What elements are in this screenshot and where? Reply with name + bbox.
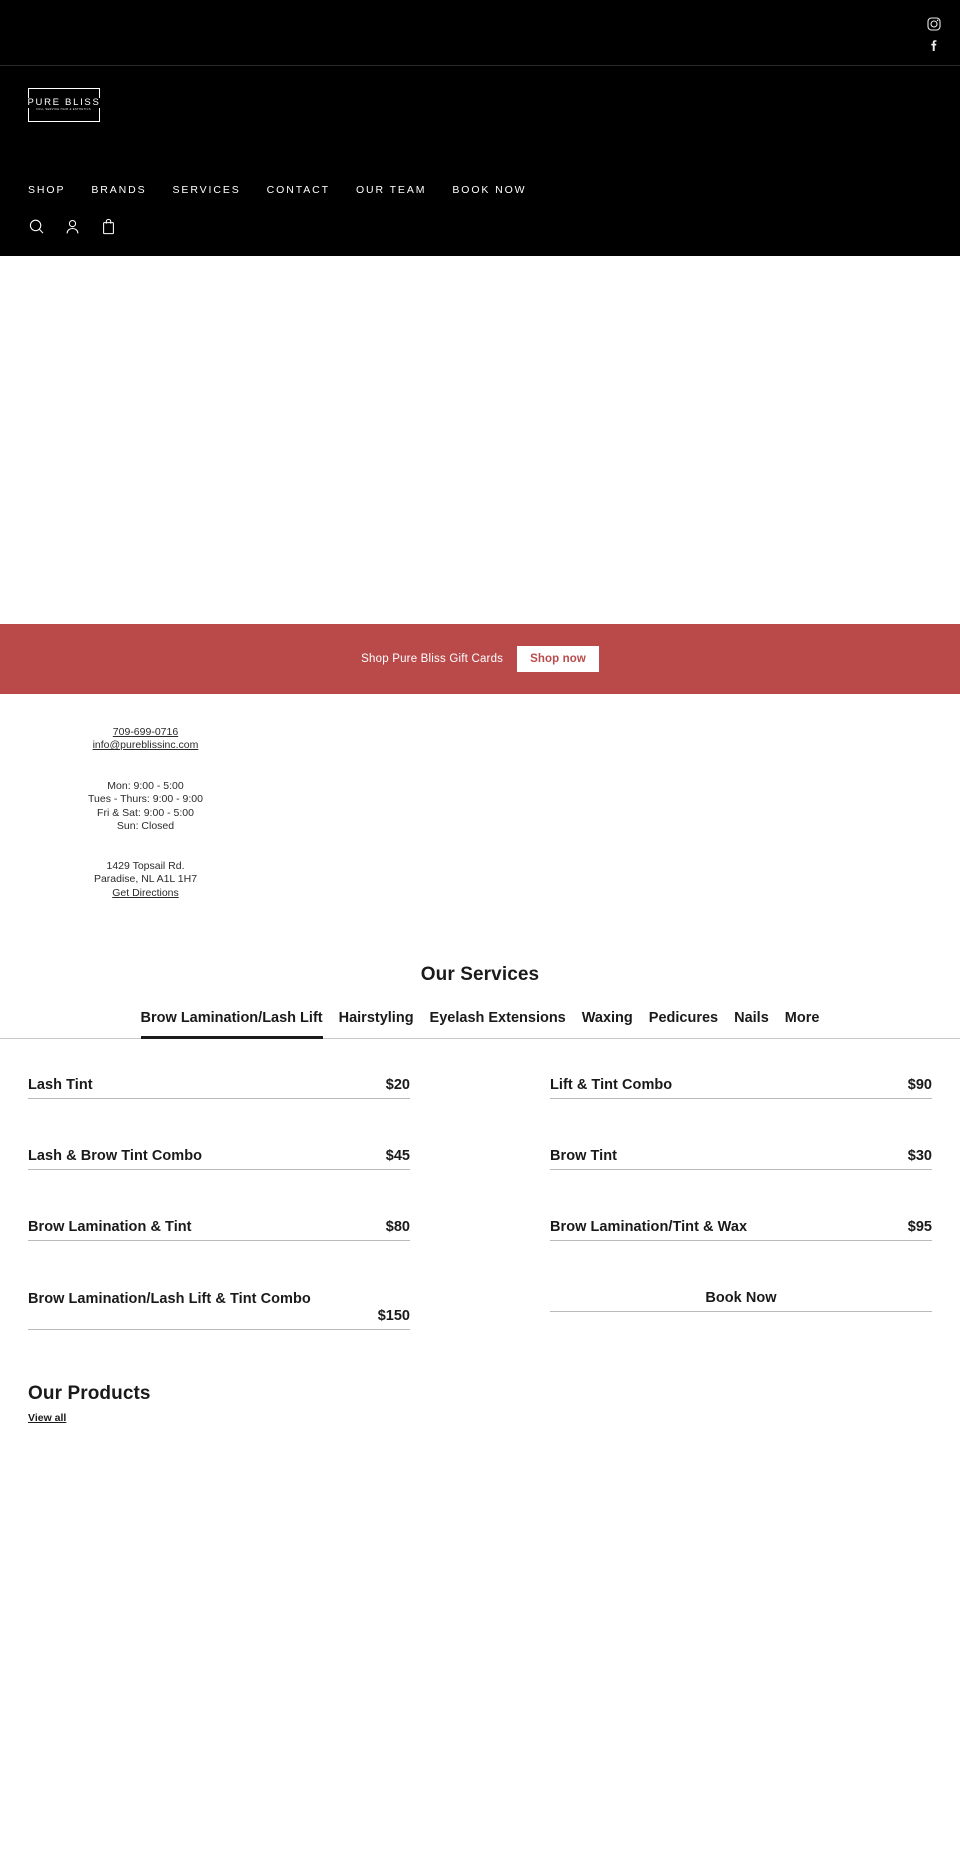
address-block <box>0 860 291 900</box>
products-grid <box>28 1426 932 1875</box>
table-row <box>28 1077 410 1099</box>
nav-item-book-now[interactable]: BOOK NOW <box>452 184 527 196</box>
table-row <box>28 1148 410 1170</box>
header-main <box>0 66 960 256</box>
tab-brow-lamination-lash-lift[interactable]: Brow Lamination/Lash Lift <box>141 1010 323 1039</box>
service-name: Brow Lamination/Tint & Wax <box>550 1218 748 1235</box>
services-column-left <box>28 1077 410 1379</box>
email-link[interactable]: info@pureblissinc.com <box>92 739 199 752</box>
logo-wordmark: PURE BLISS <box>25 98 104 108</box>
spacer <box>0 753 291 780</box>
service-name: Brow Lamination & Tint <box>28 1218 192 1235</box>
services-price-grid <box>0 1039 960 1379</box>
hours-fri-sat: Fri & Sat: 9:00 - 5:00 <box>97 806 194 819</box>
book-now-label[interactable]: Book Now <box>705 1289 777 1306</box>
service-price: $150 <box>377 1307 410 1324</box>
table-row <box>550 1219 932 1241</box>
service-name: Lash Tint <box>28 1076 93 1093</box>
tab-hairstyling[interactable]: Hairstyling <box>338 1009 414 1026</box>
header-utilities <box>28 200 932 256</box>
nav-item-brands[interactable]: BRANDS <box>91 184 147 196</box>
instagram-icon[interactable] <box>926 16 942 32</box>
nav-item-our-team[interactable]: OUR TEAM <box>355 184 427 196</box>
spacer <box>0 834 291 860</box>
service-price: $30 <box>907 1147 932 1164</box>
service-price: $45 <box>385 1147 410 1164</box>
main-navigation <box>28 132 932 200</box>
search-icon[interactable] <box>28 217 45 236</box>
account-icon[interactable] <box>64 217 81 236</box>
nav-item-contact[interactable]: CONTACT <box>266 184 330 196</box>
services-tabs <box>0 1010 960 1039</box>
hours-sunday: Sun: Closed <box>116 820 175 833</box>
service-name: Lash & Brow Tint Combo <box>28 1147 203 1164</box>
shop-now-button[interactable]: Shop now <box>517 646 599 672</box>
service-price: $20 <box>385 1076 410 1093</box>
address-line-2: Paradise, NL A1L 1H7 <box>93 873 198 886</box>
service-price: $80 <box>385 1218 410 1235</box>
site-header <box>0 0 960 256</box>
table-row <box>28 1219 410 1241</box>
social-links <box>926 16 942 53</box>
service-price: $90 <box>907 1076 932 1093</box>
address-line-1: 1429 Topsail Rd. <box>106 859 185 872</box>
gift-card-promo-banner <box>0 624 960 694</box>
contact-links <box>0 726 291 753</box>
services-heading: Our Services <box>420 963 540 985</box>
phone-link[interactable]: 709-699-0716 <box>112 726 179 738</box>
facebook-icon[interactable] <box>926 37 942 53</box>
social-bar <box>0 0 960 66</box>
hours-tue-thu: Tues - Thurs: 9:00 - 9:00 <box>88 793 203 806</box>
service-name: Lift & Tint Combo <box>550 1076 673 1093</box>
service-name: Brow Lamination/Lash Lift & Tint Combo <box>28 1290 311 1307</box>
table-row <box>28 1290 410 1330</box>
promo-text: Shop Pure Bliss Gift Cards <box>361 653 504 665</box>
tab-waxing[interactable]: Waxing <box>581 1009 633 1026</box>
cart-icon[interactable] <box>100 217 117 236</box>
nav-item-shop[interactable]: SHOP <box>28 184 66 196</box>
tab-pedicures[interactable]: Pedicures <box>648 1009 719 1026</box>
contact-info <box>0 694 291 900</box>
tab-nails[interactable]: Nails <box>734 1009 769 1026</box>
logo-tagline: FULL SERVICE HAIR & ESTHETICS <box>36 108 92 111</box>
products-section <box>0 1379 960 1875</box>
services-column-right <box>550 1077 932 1379</box>
table-row <box>550 1148 932 1170</box>
hours-monday: Mon: 9:00 - 5:00 <box>107 779 184 792</box>
services-section <box>0 900 960 1379</box>
products-heading: Our Products <box>28 1382 151 1404</box>
service-price: $95 <box>907 1218 932 1235</box>
logo-box <box>28 88 100 122</box>
logo[interactable] <box>28 66 932 132</box>
hero-banner <box>0 256 960 624</box>
table-row <box>550 1077 932 1099</box>
get-directions-link[interactable]: Get Directions <box>112 886 179 899</box>
book-now-row[interactable] <box>550 1290 932 1312</box>
tab-eyelash-extensions[interactable]: Eyelash Extensions <box>429 1009 566 1026</box>
nav-item-services[interactable]: SERVICES <box>172 184 241 196</box>
business-hours <box>0 780 291 834</box>
service-name: Brow Tint <box>550 1147 618 1164</box>
tab-more[interactable]: More <box>784 1009 820 1026</box>
view-all-products-link[interactable]: View all <box>28 1411 67 1424</box>
